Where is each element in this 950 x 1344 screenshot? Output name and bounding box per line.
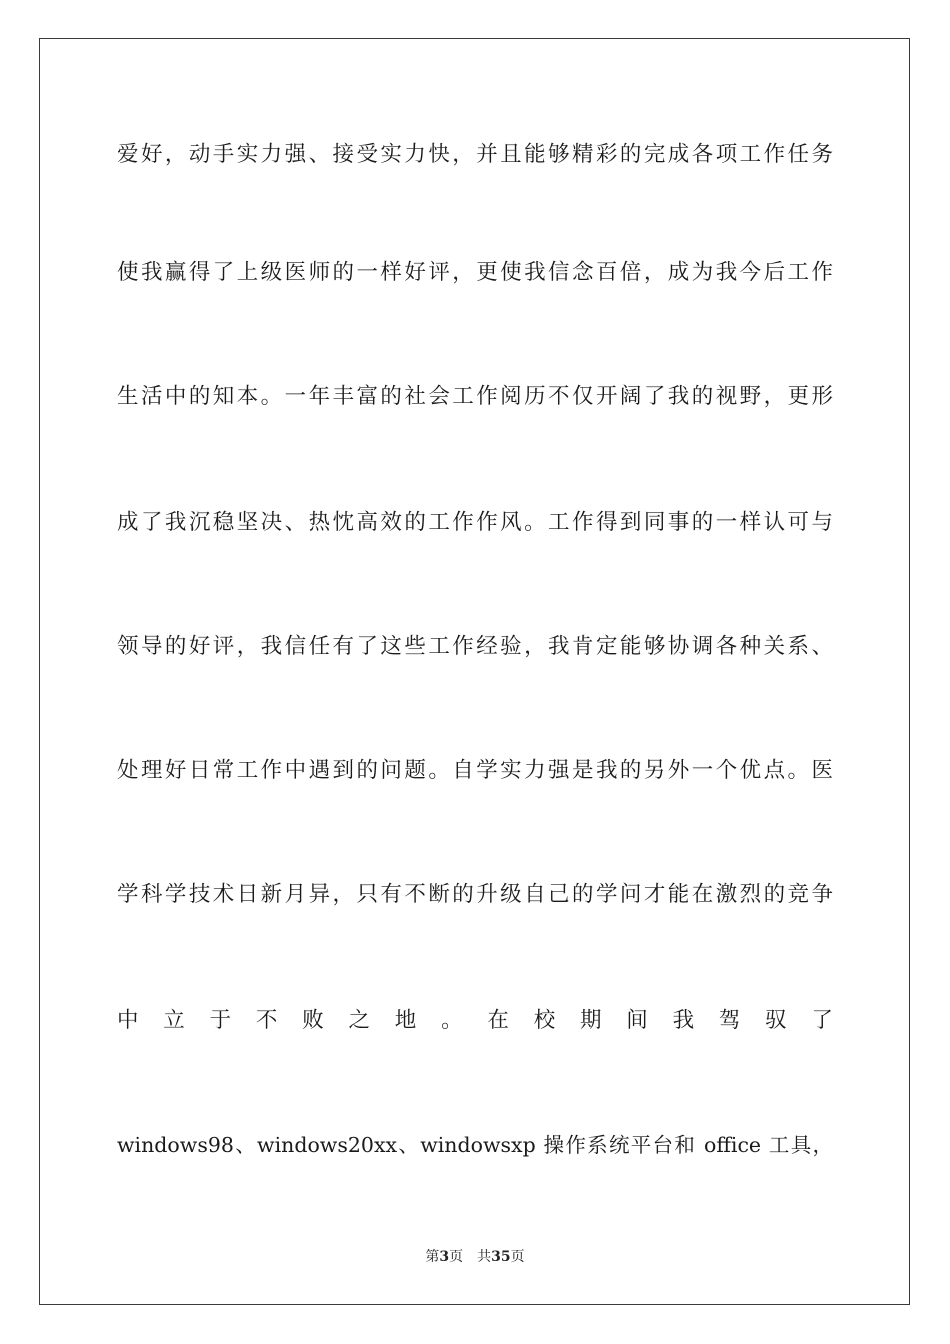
page-footer: [0, 1247, 950, 1267]
page-suffix: 页: [449, 1249, 464, 1265]
body-line-8: 中立于不败之地。在校期间我驾驭了: [117, 1008, 833, 1033]
body-line-3: 生活中的知本。一年丰富的社会工作阅历不仅开阔了我的视野，更形: [117, 384, 833, 409]
body-line-9: windows98、windows20xx、windowsxp 操作系统平台和 office 工具，: [117, 1133, 833, 1157]
body-line-1: 爱好，动手实力强、接受实力快，并且能够精彩的完成各项工作任务: [117, 142, 833, 167]
body-line-5: 领导的好评，我信任有了这些工作经验，我肯定能够协调各种关系、: [117, 634, 833, 659]
body-line-2: 使我赢得了上级医师的一样好评，更使我信念百倍，成为我今后工作: [117, 260, 833, 285]
current-page-number: 3: [439, 1249, 450, 1265]
body-line-7: 学科学技术日新月异，只有不断的升级自己的学问才能在激烈的竞争: [117, 882, 833, 907]
total-page-count: 35: [491, 1249, 511, 1265]
body-line-6: 处理好日常工作中遇到的问题。自学实力强是我的另外一个优点。医: [117, 758, 833, 783]
page-border: [39, 38, 910, 1305]
total-prefix: 共: [477, 1249, 492, 1265]
page-prefix: 第: [425, 1249, 440, 1265]
total-suffix: 页: [510, 1249, 525, 1265]
body-line-4: 成了我沉稳坚决、热忱高效的工作作风。工作得到同事的一样认可与: [117, 510, 833, 535]
